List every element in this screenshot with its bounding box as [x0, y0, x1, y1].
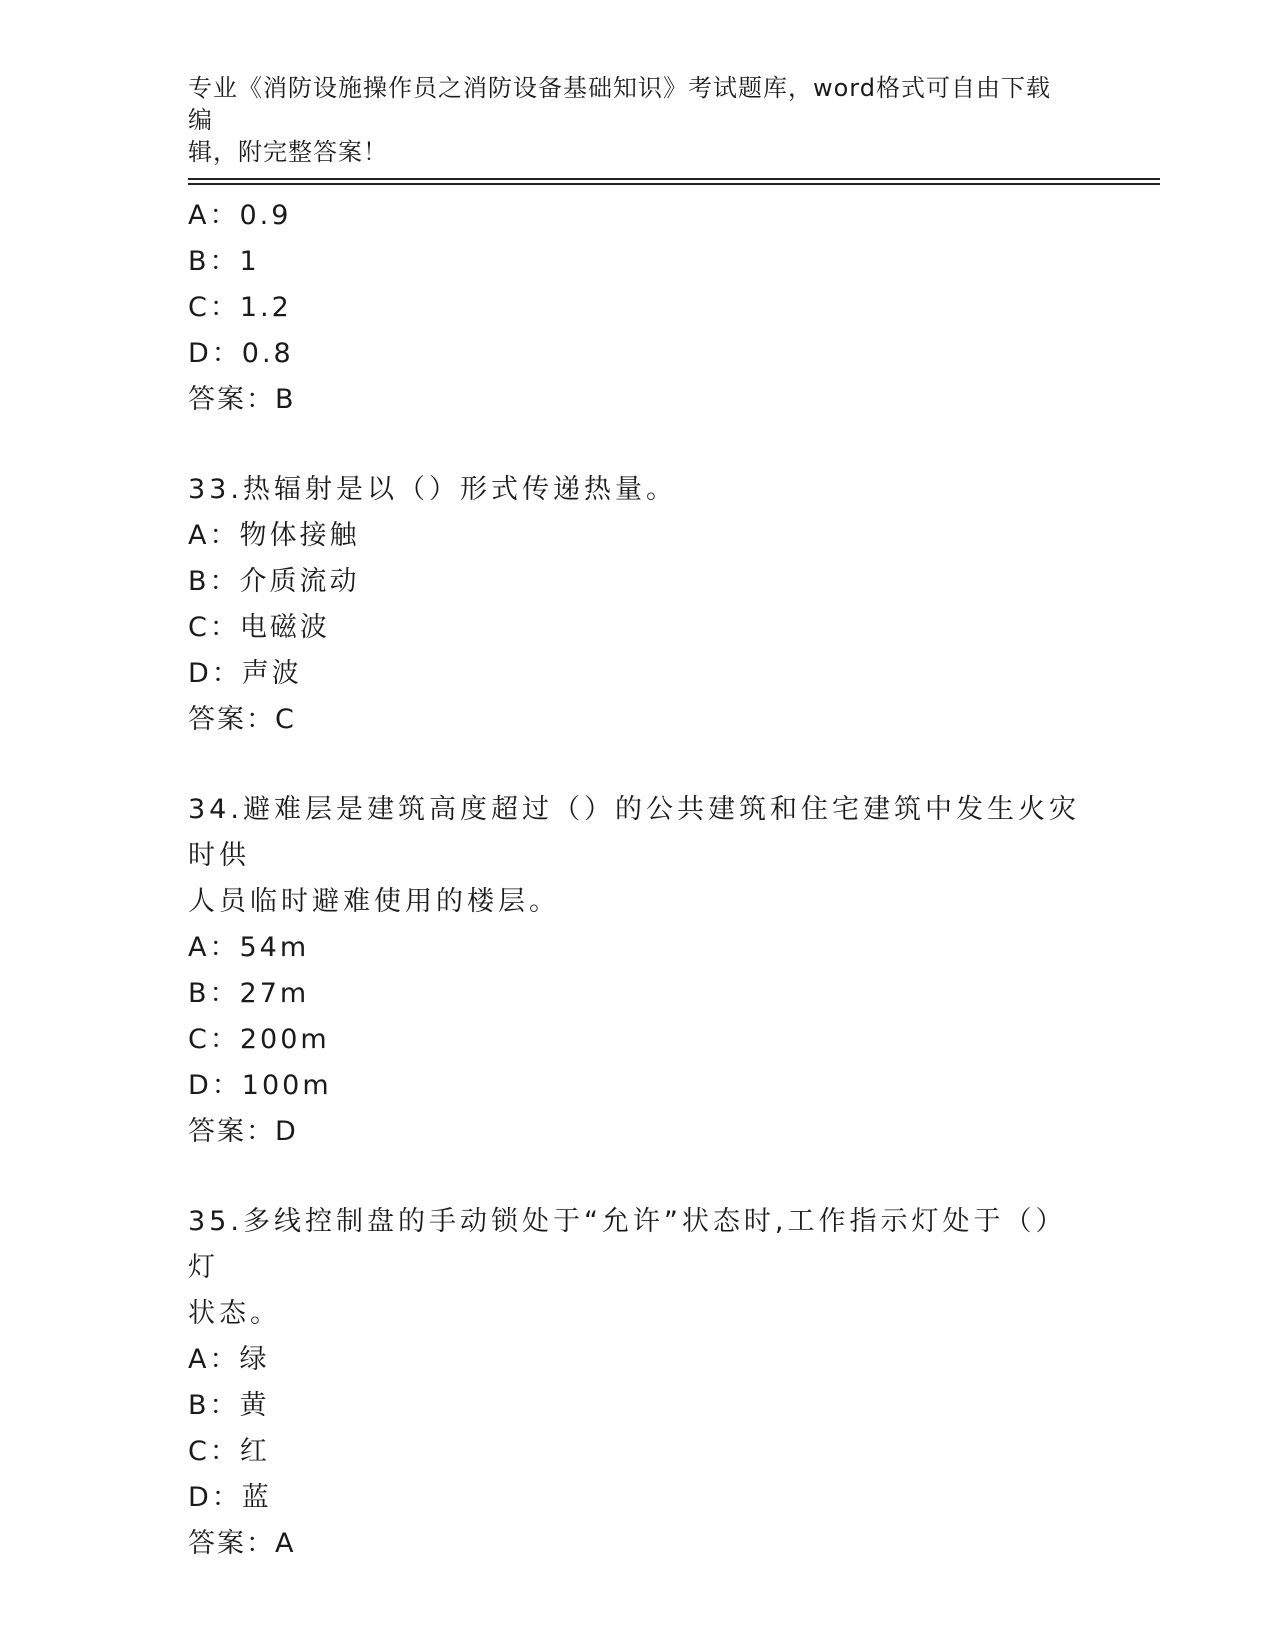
option-b: B：27m — [188, 978, 310, 1009]
option-c: C：电磁波 — [188, 612, 330, 643]
question-text-line-2: 状态。 — [188, 1298, 281, 1329]
question-35 — [188, 1199, 1088, 1567]
option-d: D：0.8 — [188, 338, 294, 369]
question-list — [188, 193, 1088, 1567]
answer: 答案：C — [188, 704, 296, 735]
option-d: D：100m — [188, 1070, 332, 1101]
option-a: A：54m — [188, 932, 310, 963]
option-a: A：物体接触 — [188, 520, 360, 551]
question-33 — [188, 467, 1088, 743]
option-c: C：1.2 — [188, 292, 292, 323]
question-text-line-1: 35.多线控制盘的手动锁处于“允许”状态时,工作指示灯处于（）灯 — [188, 1206, 1067, 1283]
question-text: 33.热辐射是以（）形式传递热量。 — [188, 474, 677, 505]
option-d: D：蓝 — [188, 1482, 272, 1513]
spacer — [188, 743, 1088, 787]
option-b: B：黄 — [188, 1390, 270, 1421]
option-a: A：0.9 — [188, 200, 292, 231]
question-32 — [188, 193, 1088, 423]
option-c: C：红 — [188, 1436, 270, 1467]
question-34 — [188, 787, 1088, 1155]
question-text-line-2: 人员临时避难使用的楼层。 — [188, 886, 560, 917]
option-c: C：200m — [188, 1024, 330, 1055]
question-text-line-1: 34.避难层是建筑高度超过（）的公共建筑和住宅建筑中发生火灾时供 — [188, 794, 1080, 871]
answer: 答案：B — [188, 384, 296, 415]
option-d: D：声波 — [188, 658, 302, 689]
document-header — [188, 72, 1068, 168]
answer: 答案：D — [188, 1116, 298, 1147]
header-divider-bottom — [188, 183, 1160, 185]
spacer — [188, 423, 1088, 467]
spacer — [188, 1155, 1088, 1199]
answer: 答案：A — [188, 1528, 296, 1559]
header-divider-top — [188, 178, 1160, 180]
option-a: A：绿 — [188, 1344, 270, 1375]
header-line-2: 辑，附完整答案！ — [188, 138, 388, 166]
option-b: B：介质流动 — [188, 566, 360, 597]
option-b: B：1 — [188, 246, 260, 277]
header-line-1: 专业《消防设施操作员之消防设备基础知识》考试题库，word格式可自由下载编 — [188, 74, 1051, 134]
